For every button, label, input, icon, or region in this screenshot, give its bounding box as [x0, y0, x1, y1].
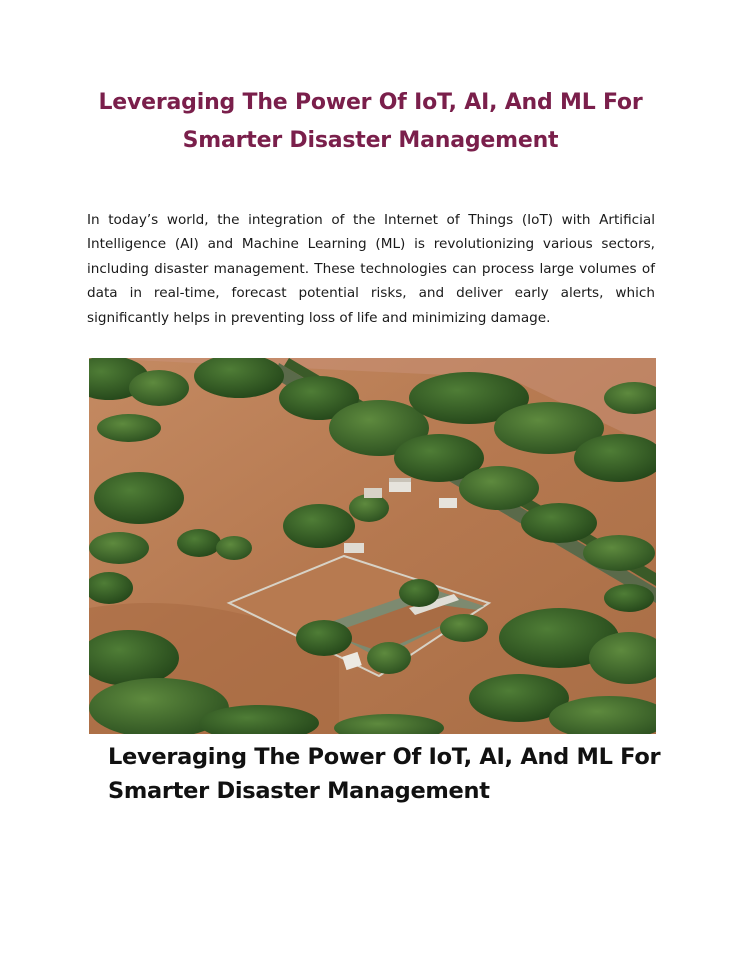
intro-paragraph: In today’s world, the integration of the Internet of Things (IoT) with Artificial Intelligence (AI) and Machine Learning (ML) is revolutionizing various sectors, including disaster management. These technologies can process large volumes of data in real-time, forecast potential risks, and deliver early alerts, which significantly helps in preventing loss of life and minimizing damage.	[87, 212, 655, 326]
document-title: Leveraging The Power Of IoT, AI, And ML For Smarter Disaster Management	[98, 90, 643, 153]
image-caption: Leveraging The Power Of IoT, AI, And ML For Smarter Disaster Management	[108, 744, 661, 804]
flood-aerial-photo	[89, 358, 656, 734]
flood-aerial-illustration	[89, 358, 656, 734]
